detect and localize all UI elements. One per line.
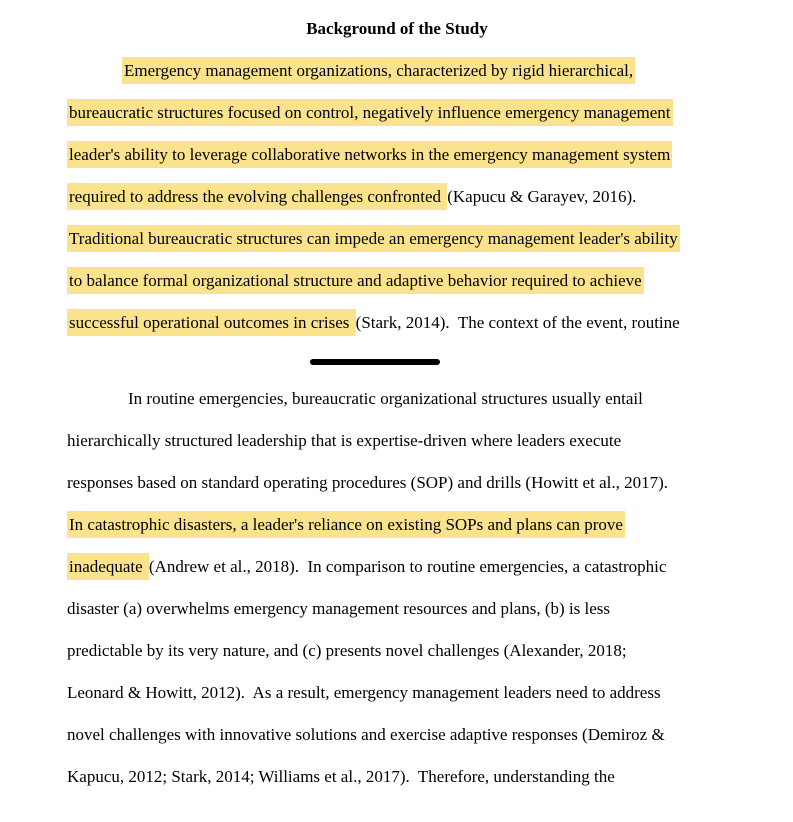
text-line [67, 176, 727, 218]
highlighted-text: Traditional bureaucratic structures can impede an emergency management leader's ability [67, 225, 680, 252]
body-text: novel challenges with innovative solutions and exercise adaptive responses (Demiroz & [67, 725, 665, 744]
text-line [67, 588, 727, 630]
highlighted-text: Emergency management organizations, characterized by rigid hierarchical, [122, 57, 635, 84]
text-line [67, 630, 727, 672]
text-line [67, 504, 727, 546]
text-line [67, 92, 727, 134]
highlighted-text: to balance formal organizational structure and adaptive behavior required to achieve [67, 267, 644, 294]
paragraph-1 [67, 50, 727, 344]
text-line [67, 378, 727, 420]
body-text: predictable by its very nature, and (c) presents novel challenges (Alexander, 2018; [67, 641, 627, 660]
body-text: Leonard & Howitt, 2012). As a result, emergency management leaders need to address [67, 683, 661, 702]
highlighted-text: leader's ability to leverage collaborative networks in the emergency management system [67, 141, 672, 168]
highlighted-text: bureaucratic structures focused on control, negatively influence emergency management [67, 99, 673, 126]
text-line [67, 546, 727, 588]
text-line [67, 672, 727, 714]
section-heading: Background of the Study [306, 19, 488, 38]
body-text: responses based on standard operating procedures (SOP) and drills (Howitt et al., 2017). [67, 473, 669, 492]
text-line [67, 462, 727, 504]
body-text: (Stark, 2014). The context of the event, routine [355, 313, 680, 332]
horizontal-divider-bar [310, 359, 440, 365]
body-text: (Kapucu & Garayev, 2016). [447, 187, 637, 206]
text-line [67, 756, 727, 798]
highlighted-text: inadequate [67, 553, 149, 580]
text-line [67, 420, 727, 462]
body-text: In routine emergencies, bureaucratic organizational structures usually entail [128, 389, 643, 408]
highlighted-text: required to address the evolving challenges confronted [67, 183, 447, 210]
text-line [67, 302, 727, 344]
body-text: hierarchically structured leadership that is expertise-driven where leaders execute [67, 431, 622, 450]
body-text: (Andrew et al., 2018). In comparison to routine emergencies, a catastrophic [148, 557, 667, 576]
text-line [67, 218, 727, 260]
highlighted-text: successful operational outcomes in crises [67, 309, 356, 336]
text-line [67, 260, 727, 302]
body-text: disaster (a) overwhelms emergency management resources and plans, (b) is less [67, 599, 611, 618]
highlighted-text: In catastrophic disasters, a leader's reliance on existing SOPs and plans can prove [67, 511, 625, 538]
paragraph-2 [67, 378, 727, 798]
text-line [67, 134, 727, 176]
text-line [67, 714, 727, 756]
text-line [67, 50, 727, 92]
body-text: Kapucu, 2012; Stark, 2014; Williams et al., 2017). Therefore, understanding the [67, 767, 615, 786]
